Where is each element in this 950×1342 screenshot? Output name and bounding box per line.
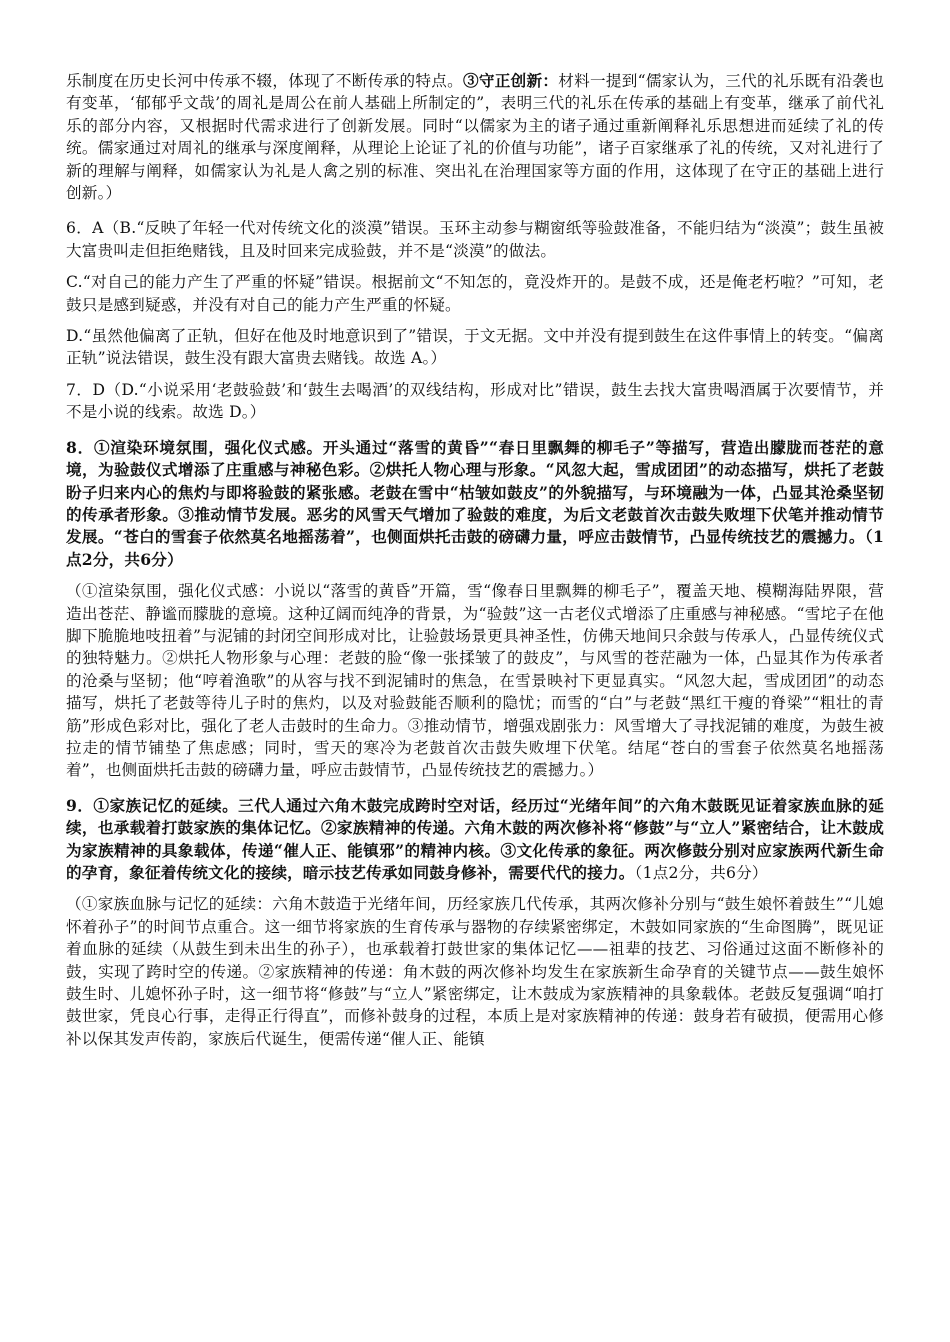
point-heading: ③守正创新： [462, 71, 559, 90]
answer-6-option-c: C.“对自己的能力产生了严重的怀疑”错误。根据前文“不知怎的，竟没炸开的。是鼓不成，还是俺老朽啦？”可知，老鼓只是感到疑惑，并没有对自己的能力产生严重的怀疑。 [66, 273, 884, 314]
paragraph-text: 乐制度在历史长河中传承不辍，体现了不断传承的特点。 [66, 72, 463, 90]
paragraph-text: 材料一提到“儒家认为，三代的礼乐既有沿袭也有变革，‘郁郁乎文哉’的周礼是周公在前人基础上所制定的”，表明三代的礼乐在传承的基础上有变革，继承了前代礼乐的部分内容，又根据时代需求进行了创新发展。同时“以儒家为主的诸子通过重新阐释礼乐思想进而延续了礼的传统。儒家通过对周礼的继承与深度阐释，从理论上论证了礼的价值与功能”，诸子百家继承了礼的传统，又对礼进行了新的理解与阐释，如儒家认为礼是人禽之别的标准、突出礼在治理国家等方面的作用，这体现了在守正的基础上进行创新。） [66, 72, 884, 203]
answer-9-explanation: （①家族血脉与记忆的延续：六角木鼓造于光绪年间，历经家族几代传承，其两次修补分别与“鼓生娘怀着鼓生”“儿媳怀着孙子”的时间节点重合。这一细节将家族的生育传承与器物的存续紧密绑定，木鼓如同家族的“生命图腾”，既见证着血脉的延续（从鼓生到未出生的孙子），也承载着打鼓世家的集体记忆——祖辈的技艺、习俗通过这面不断修补的鼓，实现了跨时空的传递。②家族精神的传递：角木鼓的两次修补均发生在家族新生命孕育的关键节点——鼓生娘怀鼓生时、儿媳怀孙子时，这一细节将“修鼓”与“立人”紧密绑定，让木鼓成为家族精神的具象载体。老鼓反复强调“咱打鼓世家，凭良心行事，走得正行得直”，而修补鼓身的过程，本质上是对家族精神的传递：鼓身若有破损，便需用心修补以保其发声传韵，家族后代诞生，便需传递“催人正、能镇 [66, 895, 884, 1048]
answer-9-score: （1点2分，共6分） [634, 864, 768, 882]
answer-7: 7．D（D.“小说采用‘老鼓验鼓’和‘鼓生去喝酒’的双线结构，形成对比”错误，鼓生去找大富贵喝酒属于次要情节，并不是小说的线索。故选 D。） [66, 380, 884, 422]
answer-8: 8．①渲染环境氛围，强化仪式感。开头通过“落雪的黄昏”“春日里飘舞的柳毛子”等描写，营造出朦胧而苍茫的意境，为验鼓仪式增添了庄重感与神秘色彩。②烘托人物心理与形象。“风忽大起，雪成团团”的动态描写，烘托了老鼓盼子归来内心的焦灼与即将验鼓的紧张感。老鼓在雪中“枯皱如鼓皮”的外貌描写，与环境融为一体，凸显其沧桑坚韧的传承者形象。③推动情节发展。恶劣的风雪天气增加了验鼓的难度，为后文老鼓首次击鼓失败埋下伏笔并推动情节发展。“苍白的雪套子依然莫名地摇荡着”，也侧面烘托击鼓的磅礴力量，呼应击鼓情节，凸显传统技艺的震撼力。（1点2分，共6分） [66, 437, 884, 569]
answer-9-main: 9．①家族记忆的延续。三代人通过六角木鼓完成跨时空对话，经历过“光绪年间”的六角木鼓既见证着家族血脉的延续，也承载着打鼓家族的集体记忆。②家族精神的传递。六角木鼓的两次修补将“修鼓”与“立人”紧密结合，让木鼓成为家族精神的具象载体，传递“催人正、能镇邪”的精神内核。③文化传承的象征。两次修鼓分别对应家族两代新生命的孕育，象征着传统文化的接续，暗示技艺传承如同鼓身修补，需要代代的接力。 [66, 795, 884, 882]
answer-9 [66, 795, 884, 885]
answer-6-option-d: D.“虽然他偏离了正轨，但好在他及时地意识到了”错误，于文无据。文中并没有提到鼓生在这件事情上的转变。“偏离正轨”说法错误，鼓生没有跟大富贵去赌钱。故选 A。） [66, 327, 884, 368]
paragraph-5-continuation [66, 70, 884, 204]
answer-6: 6．A（B.“反映了年轻一代对传统文化的淡漠”错误。玉环主动参与糊窗纸等验鼓准备，不能归结为“淡漠”；鼓生虽被大富贵叫走但拒绝赌钱，且及时回来完成验鼓，并不是“淡漠”的做法。 [66, 219, 884, 260]
answer-8-explanation: （①渲染氛围，强化仪式感：小说以“落雪的黄昏”开篇，雪“像春日里飘舞的柳毛子”，覆盖天地、模糊海陆界限，营造出苍茫、静谧而朦胧的意境。这种辽阔而纯净的背景，为“验鼓”这一古老仪式增添了庄重感与神秘感。“雪坨子在他脚下脆脆地吱扭着”与泥铺的封闭空间形成对比，让验鼓场景更具神圣性，仿佛天地间只余鼓与传承人，凸显传统仪式的独特魅力。②烘托人物形象与心理：老鼓的脸“像一张揉皱了的鼓皮”，与风雪的苍茫融为一体，凸显其作为传承者的沧桑与坚韧；他“哼着渔歌”的从容与找不到泥铺时的焦急，在雪景映衬下更显真实。“风忽大起，雪成团团”的动态描写，烘托了老鼓等待儿子时的焦灼，以及对验鼓能否顺利的隐忧；而雪的“白”与老鼓“黑红干瘦的脊梁”“粗壮的青筋”形成色彩对比，强化了老人击鼓时的生命力。③推动情节，增强戏剧张力：风雪增大了寻找泥铺的难度，为鼓生被拉走的情节铺垫了焦虑感；同时，雪天的寒冷为老鼓首次击鼓失败埋下伏笔。结尾“苍白的雪套子依然莫名地摇荡着”，也侧面烘托击鼓的磅礴力量，呼应击鼓情节，凸显传统技艺的震撼力。） [66, 582, 884, 780]
